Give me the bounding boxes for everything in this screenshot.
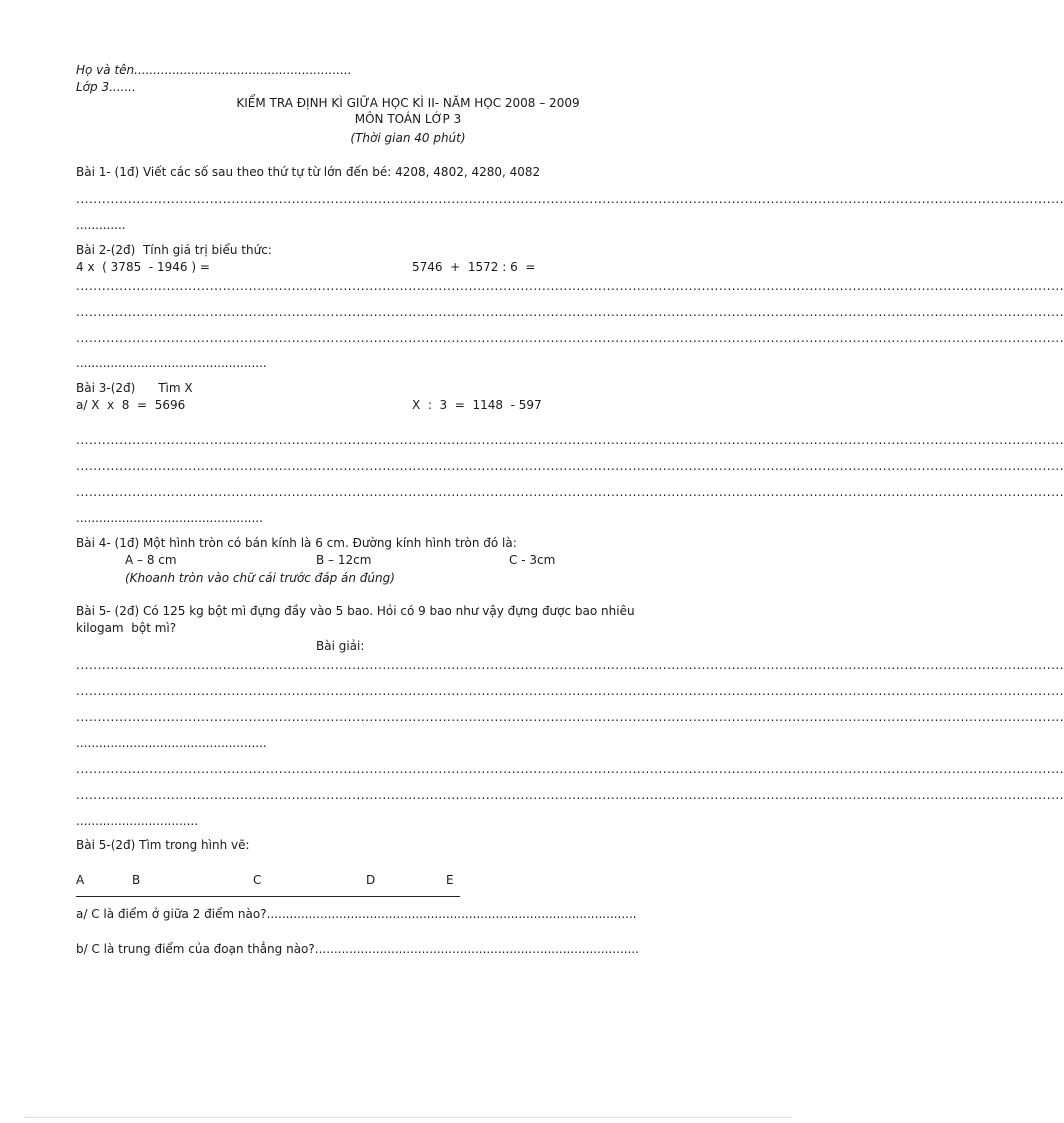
q4-option-b: B – 12cm — [316, 553, 372, 567]
class-line: Lớp 3....... — [76, 80, 136, 94]
answer-line: ..................................................................................................................................................................................................................................... — [76, 485, 1064, 499]
point-label-a: A — [76, 873, 85, 887]
page-footer-rule — [24, 1117, 792, 1118]
answer-line-short: ................................................. — [76, 511, 263, 525]
answer-line-short: .................................................. — [76, 736, 267, 750]
q3-expression-b: X : 3 = 1148 - 597 — [412, 398, 542, 412]
answer-line-short: .................................................. — [76, 356, 267, 370]
q3-expression-a: a/ X x 8 = 5696 — [76, 398, 186, 412]
answer-line: ..................................................................................................................................................................................................................................... — [76, 279, 1064, 293]
point-label-d: D — [366, 873, 376, 887]
answer-line: ..................................................................................................................................................................................................................................... — [76, 762, 1064, 776]
q3-text: Bài 3-(2đ) Tìm X — [76, 381, 193, 395]
q6-text: Bài 5-(2đ) Tìm trong hình vẽ: — [76, 838, 250, 852]
q2-text: Bài 2-(2đ) Tính giá trị biểu thức: — [76, 243, 272, 257]
q4-option-c: C - 3cm — [509, 553, 556, 567]
q5-text-line2: kilogam bột mì? — [76, 621, 177, 635]
q4-note: (Khoanh tròn vào chữ cái trước đáp án đúng) — [125, 571, 395, 585]
answer-line: ..................................................................................................................................................................................................................................... — [76, 459, 1064, 473]
q2-expression-b: 5746 + 1572 : 6 = — [412, 260, 536, 274]
q2-expression-a: 4 x ( 3785 - 1946 ) = — [76, 260, 210, 274]
answer-line-short: ................................ — [76, 814, 199, 828]
exam-title: KIỂM TRA ĐỊNH KÌ GIỮA HỌC KÌ II- NĂM HỌC 2008 – 2009 — [236, 96, 580, 110]
q5-solution-label: Bài giải: — [316, 639, 365, 653]
name-line: Họ và tên......................................................... — [76, 63, 352, 77]
q6-question-b: b/ C là trung điểm của đoạn thẳng nào?..................................................................................... — [76, 942, 639, 956]
exam-subject: MÔN TOÁN LỚP 3 — [354, 112, 462, 126]
answer-line: ..................................................................................................................................................................................................................................... — [76, 658, 1064, 672]
answer-line-short: ............. — [76, 218, 126, 232]
answer-line: ..................................................................................................................................................................................................................................... — [76, 788, 1064, 802]
point-label-e: E — [446, 873, 454, 887]
q4-text: Bài 4- (1đ) Một hình tròn có bán kính là 6 cm. Đường kính hình tròn đó là: — [76, 536, 517, 550]
exam-time: (Thời gian 40 phút) — [350, 131, 466, 145]
answer-line: ..................................................................................................................................................................................................................................... — [76, 684, 1064, 698]
answer-line: ..................................................................................................................................................................................................................................... — [76, 710, 1064, 724]
q6-question-a: a/ C là điểm ở giữa 2 điểm nào?................................................................................................. — [76, 907, 637, 921]
q4-option-a: A – 8 cm — [125, 553, 177, 567]
answer-line: ..................................................................................................................................................................................................................................... — [76, 331, 1064, 345]
line-segment — [76, 896, 460, 897]
q5-text-line1: Bài 5- (2đ) Có 125 kg bột mì đựng đầy vào 5 bao. Hỏi có 9 bao như vậy đựng được bao nhiêu — [76, 604, 635, 618]
answer-line: ..................................................................................................................................................................................................................................... — [76, 433, 1064, 447]
point-label-c: C — [253, 873, 262, 887]
q1-text: Bài 1- (1đ) Viết các số sau theo thứ tự từ lớn đến bé: 4208, 4802, 4280, 4082 — [76, 165, 541, 179]
answer-line: ..................................................................................................................................................................................................................................... — [76, 192, 1064, 206]
answer-line: ..................................................................................................................................................................................................................................... — [76, 305, 1064, 319]
point-label-b: B — [132, 873, 141, 887]
